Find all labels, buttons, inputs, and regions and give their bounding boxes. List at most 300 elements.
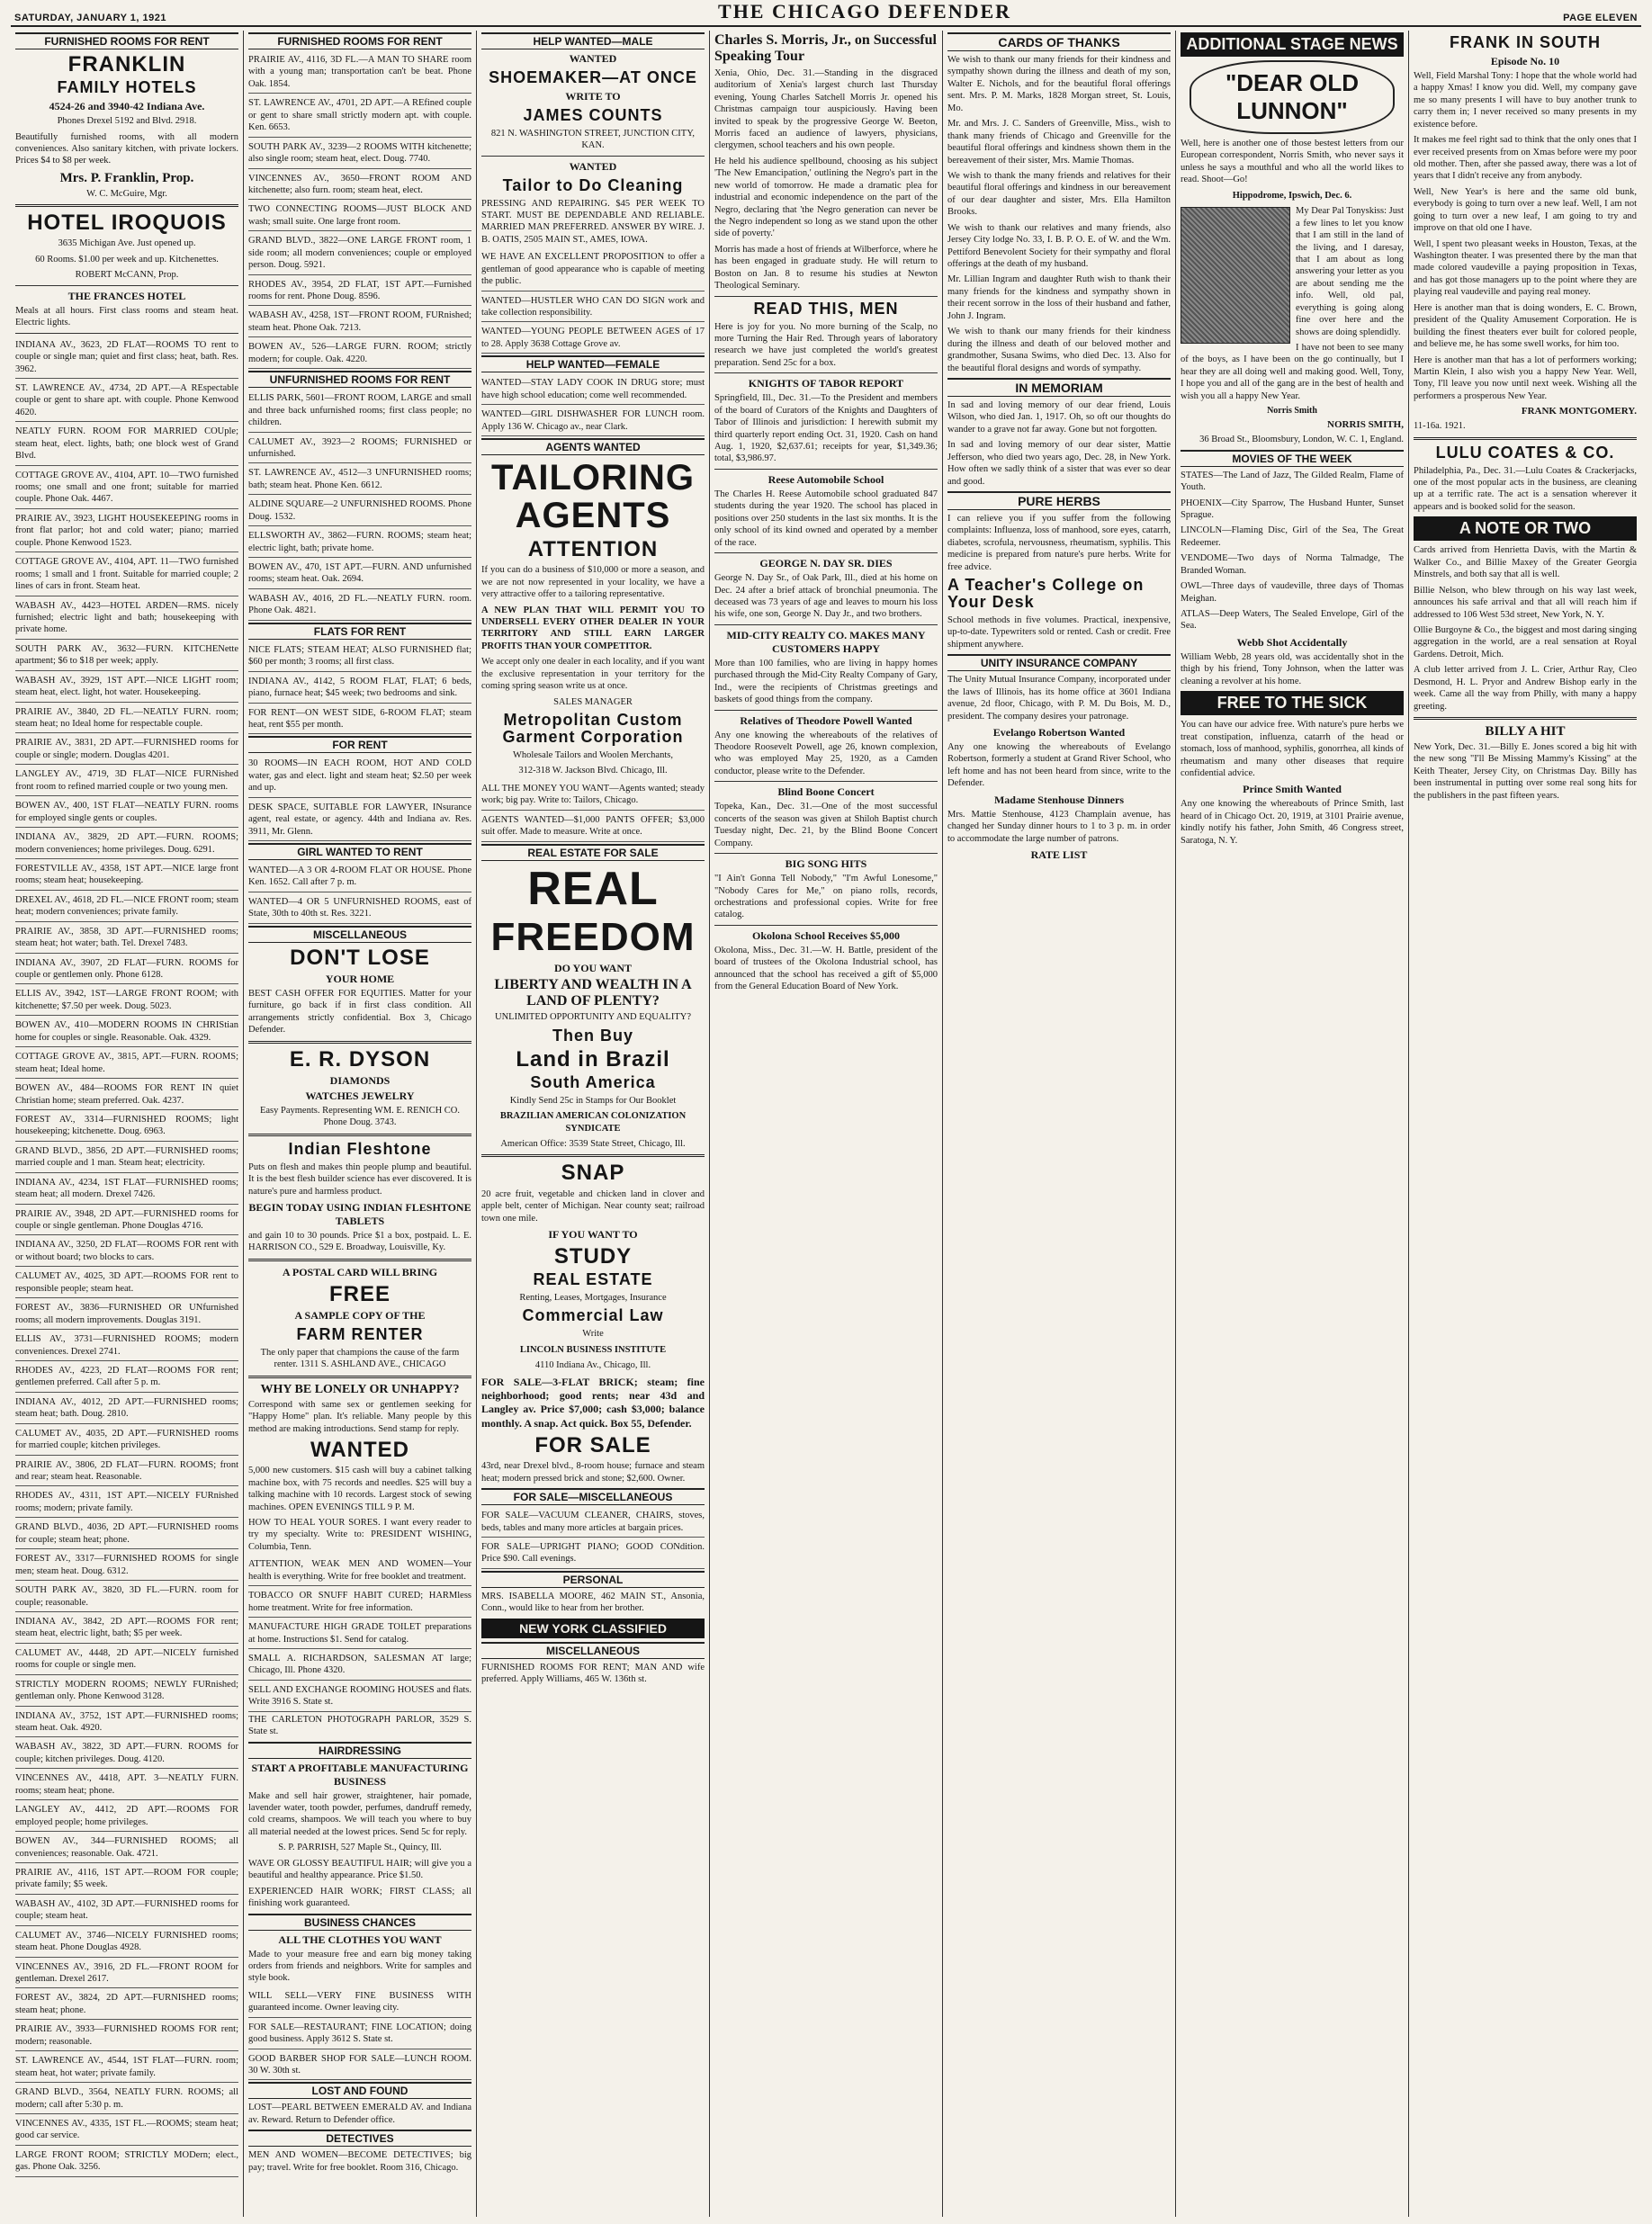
iroquois-rates: 60 Rooms. $1.00 per week and up. Kitchenettes.	[35, 254, 219, 265]
postal-card: A POSTAL CARD WILL BRING	[282, 1265, 438, 1278]
listing-item: BOWEN AV., 470, 1ST APT.—FURN. AND unfurnished rooms; steam heat. Oak. 2694.	[248, 560, 471, 589]
listing-item: GRAND BLVD., 3822—ONE LARGE FRONT room, 1 side room; all modern conveniences; couple or employed person. Doug. 5921.	[248, 233, 471, 274]
listing-item: PRAIRIE AV., 3948, 2D APT.—FURNISHED rooms for couple or single gentleman. Phone Douglas 4716.	[15, 1206, 238, 1236]
female-help-listings	[481, 375, 705, 436]
thanks-item: Mr. and Mrs. J. C. Sanders of Greenville, Miss., wish to thank many friends of Chicago and Greenville for the beautiful floral offerings and kindness shown them in the bereavement of their sister, Mrs. Mamie Thomas.	[947, 119, 1171, 166]
page-number: PAGE ELEVEN	[1563, 13, 1638, 23]
do-you-want: DO YOU WANT	[553, 962, 632, 975]
song-hits-story: "I Ain't Gonna Tell Nobody," "I'm Awful Lonesome," "Nobody Cares for Me," on piano rolls, records, orchestrations and professional copies. Write for free catalog.	[714, 874, 938, 920]
for-sale-description: 43rd, near Drexel blvd., 8-room house; furnace and steam heat; modern pressed brick and stone; $2,600. Owner.	[481, 1461, 705, 1484]
unlimited-opportunity: UNLIMITED OPPORTUNITY AND EQUALITY?	[495, 1012, 691, 1023]
franklin-description: Beautifully furnished rooms, with all modern conveniences. Also sanitary kitchen, with private lockers. Prices $4 to $8 per week.	[15, 131, 238, 166]
listing-item: FOR RENT—ON WEST SIDE, 6-ROOM FLAT; steam heat, rent $55 per month.	[248, 705, 471, 735]
listing-item: CALUMET AV., 3923—2 ROOMS; FURNISHED or unfurnished.	[248, 435, 471, 464]
listing-item: ST. LAWRENCE AV., 4701, 2D APT.—A REfined couple or gent to share small strictly modern apt. with couple. Ken. 6653.	[248, 95, 471, 137]
fleshtone-title: Indian Fleshtone	[288, 1139, 432, 1158]
start-business-description: Make and sell hair grower, straightener, hair pomade, lavender water, tooth powder, perfumes, dandruff remedy, cold creams, shampoos. We will teach you where to buy all material needed at the lowest prices. Send 5c for reply.	[248, 1790, 471, 1837]
dear-old-lunnon-title: "DEAR OLD LUNNON"	[1190, 60, 1395, 134]
franklin-subtitle: FAMILY HOTELS	[57, 78, 197, 97]
listing-item: TWO CONNECTING ROOMS—JUST BLOCK AND wash; small suite. One large front room.	[248, 202, 471, 231]
teachers-college-headline: A Teacher's College on Your Desk	[947, 576, 1145, 612]
three-flat-sale: FOR SALE—3-FLAT BRICK; steam; fine neighborhood; good rents; near 43d and Langley av. Price $7,000; cash $3,000; balance monthly. A snap. Act quick. Box 55, Defender.	[481, 1375, 705, 1430]
movies-listings	[1181, 470, 1404, 632]
listing-item: WANTED—YOUNG PEOPLE BETWEEN AGES of 17 to 28. Apply 3638 Cottage Grove av.	[481, 324, 705, 354]
if-you-want: IF YOU WANT TO	[548, 1227, 638, 1241]
write-to: WRITE TO	[565, 89, 621, 103]
listing-item: ELLIS AV., 3942, 1ST—LARGE FRONT ROOM; with kitchenette; $7.50 per week. Doug. 5023.	[15, 986, 238, 1016]
lonely-title: WHY BE LONELY OR UNHAPPY?	[260, 1382, 460, 1396]
movie-item: LINCOLN—Flaming Disc, Girl of the Sea, The Great Redeemer.	[1181, 525, 1404, 548]
detectives-ad: MEN AND WOMEN—BECOME DETECTIVES; big pay; travel. Write for free booklet. Room 316, Chicago.	[248, 2150, 471, 2173]
section-header: FLATS FOR RENT	[248, 623, 471, 640]
listing-item: WABASH AV., 4102, 3D APT.—FURNISHED rooms for couple; steam heat.	[15, 1897, 238, 1926]
wanted-title: WANTED	[310, 1438, 409, 1463]
snap-title: SNAP	[561, 1161, 625, 1186]
reese-story: The Charles H. Reese Automobile school graduated 847 students during the year 1920. The school has placed in positions over 250 students in the last six months. It is the only school of its kind owned and operated by a member of the race.	[714, 489, 938, 548]
column-6	[1176, 31, 1409, 2217]
listing-item: VINCENNES AV., 3650—FRONT ROOM AND kitchenette; also furn. room; steam heat, elect.	[248, 171, 471, 201]
listing-item: INDIANA AV., 3842, 2D APT.—ROOMS FOR rent; steam heat, electric light, bath; $5 per week.	[15, 1614, 238, 1644]
movies-header: MOVIES OF THE WEEK	[1181, 450, 1404, 467]
new-plan: A NEW PLAN THAT WILL PERMIT YOU TO UNDERSELL EVERY OTHER DEALER IN YOUR TERRITORY AND STILL EARN LARGER PROFITS THAN YOUR COMPETITOR.	[481, 605, 705, 651]
listing-item: INDIANA AV., 4012, 2D APT.—FURNISHED rooms; steam heat; bath. Doug. 2810.	[15, 1394, 238, 1424]
powell-headline: Relatives of Theodore Powell Wanted	[740, 713, 912, 727]
story-paragraph: Here is another man that is doing wonders, E. C. Brown, president of the Quality Amusement Corporation. He is building the finest theaters ever built for colored people, and believe me, he has some swell works, for him too.	[1414, 302, 1637, 350]
lonely-description: Correspond with same sex or gentlemen seeking for "Happy Home" plan. It's reliable. Many people by this method are making introductions. Send stamp for reply.	[248, 1399, 471, 1434]
prince-text: Any one knowing the whereabouts of Prince Smith, last heard of in Chicago Oct. 20, 1919, at 3101 Prairie avenue, kindly notify his father, John Smith, 46 Congress street, Saratoga, N. Y.	[1181, 799, 1404, 846]
stage-news-banner: ADDITIONAL STAGE NEWS	[1181, 32, 1404, 57]
listing-item: CALUMET AV., 3746—NICELY FURNISHED rooms; steam heat. Phone Douglas 4928.	[15, 1928, 238, 1958]
section-header: HELP WANTED—FEMALE	[481, 355, 705, 372]
signature-address: 36 Broad St., Bloomsbury, London, W. C. 1, England.	[1199, 435, 1404, 445]
column-3	[477, 31, 710, 2217]
story-paragraph: Morris has made a host of friends at Wilberforce, where he has been engaged in graduate study. He will return to Boston on Jan. 8 to resume his studies at Newton Theological Seminary.	[714, 244, 938, 291]
listing-item: SOUTH PARK AV., 3239—2 ROOMS WITH kitchenette; also single room; steam heat, elect. Doug. 7740.	[248, 139, 471, 169]
powell-story: Any one knowing the whereabouts of the relatives of Theodore Roosevelt Powell, age 26, known complexion, who was employed May 25, 1920, as a Camden conductor, please write to the Defender.	[714, 730, 938, 776]
brazil-syndicate: BRAZILIAN AMERICAN COLONIZATION SYNDICATE	[499, 1111, 687, 1134]
note-banner: A NOTE OR TWO	[1414, 516, 1637, 541]
listing-item: WABASH AV., 4016, 2D FL.—NEATLY FURN. room. Phone Oak. 4821.	[248, 591, 471, 621]
read-this-story: Here is joy for you. No more burning of the Scalp, no more Turning the Hair Red. Through years of laboratory research we have just completed the world's greatest preparation. Send 25c for a box.	[714, 321, 938, 368]
frank-dateline: 11-16a. 1921.	[1414, 421, 1466, 432]
listing-item: INDIANA AV., 3623, 2D FLAT—ROOMS TO rent to couple or single man; quiet and first class; heat, bath. Res. 3962.	[15, 337, 238, 379]
billy-story: New York, Dec. 31.—Billy E. Jones scored a big hit with the new song "I'll Be Missing Mammy's Kissing" at the Keith Theater, Jersey City, on Christmas Day. Billy has been instrumental in putting over some real song hits for the publishers in the past fifteen years.	[1414, 742, 1637, 801]
movie-item: VENDOME—Two days of Norma Talmadge, The Branded Woman.	[1181, 553, 1404, 576]
dyson-title: E. R. DYSON	[289, 1046, 431, 1072]
wanted-address: HOW TO HEAL YOUR SORES. I want every reader to try my specialty. Write to: PRESIDENT WISHING, Columbia, Tenn.	[248, 1518, 471, 1552]
portrait-caption: Norris Smith	[1267, 406, 1317, 417]
reese-headline: Reese Automobile School	[768, 472, 884, 486]
section-header: FOR RENT	[248, 736, 471, 753]
section-header: DETECTIVES	[248, 2130, 471, 2147]
thanks-item: We wish to thank our many friends for their kindness and sympathy shown during the illness and death of my son, Walter E. Nichols, and for the beautiful floral offerings sent. Mrs. P. M. Marks, 1828 Morgan street, St. Louis, Mo.	[947, 55, 1171, 113]
photo-parlor: THE CARLETON PHOTOGRAPH PARLOR, 3529 S. State st.	[248, 1714, 471, 1737]
midcity-story: More than 100 families, who are living in happy homes purchased through the Mid-City Realty Company of Gary, Ind., were the recipients of Christmas greetings and baskets of good things from the company.	[714, 658, 938, 705]
teachers-college-text: School methods in five volumes. Practical, inexpensive, up-to-date. Typewriters sold or rented. Cash or credit. Free shipment anywhere.	[947, 614, 1171, 650]
okolona-headline: Okolona School Receives $5,000	[752, 928, 900, 942]
morris-headline: Charles S. Morris, Jr., on Successful Speaking Tour	[714, 32, 937, 65]
listing-item: ALDINE SQUARE—2 UNFURNISHED ROOMS. Phone Doug. 1532.	[248, 497, 471, 526]
thanks-item: We wish to thank our many friends for their kindness during the illness and death of our beloved mother and grandmother, Susana Swims, who died Dec. 13. Also for the beautiful floral designs and words of sympathy.	[947, 327, 1171, 373]
blind-boone-story: Topeka, Kan., Dec. 31.—One of the most successful concerts of the season was given at Shiloh Baptist church Tuesday night, Dec. 21, by the Blind Boone Concert Company.	[714, 802, 938, 848]
dyson-description: Easy Payments. Representing WM. E. RENICH CO. Phone Doug. 3743.	[259, 1105, 461, 1128]
iroquois-title: HOTEL IROQUOIS	[27, 211, 227, 236]
memoriam-listings	[947, 399, 1171, 488]
cards-of-thanks-header: CARDS OF THANKS	[947, 32, 1171, 51]
note-listings	[1414, 544, 1637, 713]
evelango-text: Any one knowing the whereabouts of Evelango Robertson, formerly a student at Grand River School, who left home and has not been heard from since, write to the Defender.	[947, 742, 1171, 789]
wanted-description: 5,000 new customers. $15 cash will buy a cabinet talking machine box, with 75 records and needles. $25 will buy a talking machine with 10 records. Largest stock of sewing machines. OPEN EVENINGS TILL 9 P. M.	[248, 1466, 471, 1512]
section-header: BUSINESS CHANCES	[248, 1914, 471, 1931]
counts-address: 821 N. WASHINGTON STREET, JUNCTION CITY, KAN.	[490, 128, 696, 151]
thanks-item: We wish to thank our relatives and many friends, also Jersey City lodge No. 33, I. B. P. O. E. of W. and the Wm. Pettiford Benevolent Society for their sympathy and floral offerings at the death of my husband.	[947, 222, 1171, 269]
column-4	[710, 31, 943, 2217]
pure-herbs-text: I can relieve you if you suffer from the following complaints: Influenza, loss of manhood, sore eyes, catarrh, diabetes, scrofula, nervousness, rheumatism, syphilis. This medicine is prepared from nature's pure herbs. Write for free advice.	[947, 514, 1171, 572]
listing-item: AGENTS WANTED—$1,000 PANTS OFFER; $3,000 suit offer. Made to measure. Write at once.	[481, 812, 705, 842]
section-header: GIRL WANTED TO RENT	[248, 843, 471, 860]
listing-item: NEATLY FURN. ROOM FOR MARRIED COUple; steam heat, elect. lights, bath; one block west of Grand Blvd.	[15, 424, 238, 465]
listing-item: ST. LAWRENCE AV., 4544, 1ST FLAT—FURN. room; steam heat, hot water; private family.	[15, 2053, 238, 2083]
pure-herbs-header: PURE HERBS	[947, 491, 1171, 510]
ny-classified-banner: NEW YORK CLASSIFIED	[481, 1619, 705, 1638]
column-7	[1409, 31, 1641, 2217]
note-item: Ollie Burgoyne & Co., the biggest and most daring singing aggregation in the world, are a real sensation at Royal Gardens. Detroit, Mich.	[1414, 624, 1637, 659]
movie-item: PHOENIX—City Sparrow, The Husband Hunter, Sunset Sprague.	[1181, 498, 1404, 520]
listing-item: FOREST AV., 3314—FURNISHED ROOMS; light housekeeping; kitchenette. Doug. 6963.	[15, 1112, 238, 1142]
write-label: Write	[582, 1329, 604, 1340]
listing-item: WANTED—4 OR 5 UNFURNISHED ROOMS, east of State, 30th to 40th st. Res. 3221.	[248, 894, 471, 924]
listing-item: FOREST AV., 3824, 2D APT.—FURNISHED rooms; steam heat; phone.	[15, 1990, 238, 2020]
listing-item: PRAIRIE AV., 4116, 3D FL.—A MAN TO SHARE room with a young man; transportation can't be beat. Phone Oak. 1854.	[248, 52, 471, 94]
note-item: Cards arrived from Henrietta Davis, with the Martin & Walker Co., and Billie Maxey of the Greater Georgia Minstrels, and both say that all is well.	[1414, 545, 1637, 580]
section-header: LOST AND FOUND	[248, 2082, 471, 2099]
song-hits-headline: BIG SONG HITS	[785, 857, 867, 871]
metropolitan-address: 312-318 W. Jackson Blvd. Chicago, Ill.	[518, 766, 668, 776]
unfurnished-listings	[248, 390, 471, 621]
sales-manager: SALES MANAGER	[553, 696, 633, 707]
day-story: George N. Day Sr., of Oak Park, Ill., died at his home on Dec. 24 after a brief attack of bronchial pneumonia. The deceased was 73 years of age and leaves to mourn his loss his wife, one son, George N. Day Jr., and two brothers.	[714, 573, 938, 620]
fleshtone-begin: BEGIN TODAY USING INDIAN FLESHTONE TABLETS	[248, 1200, 471, 1227]
shot-headline: Webb Shot Accidentally	[1236, 635, 1348, 649]
tailor-title: Tailor to Do Cleaning	[502, 175, 684, 194]
listing-item: ELLIS PARK, 5601—FRONT ROOM, LARGE and small and three back unfurnished rooms; first class people; no children.	[248, 390, 471, 432]
listing-item: BOWEN AV., 410—MODERN ROOMS IN CHRIStian home for couples or single. Reasonable. Oak. 4329.	[15, 1018, 238, 1047]
frank-headline: FRANK IN SOUTH	[1450, 33, 1601, 51]
letter-intro: Well, here is another one of those bestest letters from our European correspondent, Norris Smith, who never says it unless he says a mouthful and who all the world likes to read. Shoot—Go!	[1181, 139, 1404, 185]
lulu-story: Philadelphia, Pa., Dec. 31.—Lulu Coates & Crackerjacks, one of the most popular acts in the business, are cleaning up at a terrific rate. The act is a sensation wherever it appears and is booked solid for the season.	[1414, 465, 1637, 512]
midcity-headline: MID-CITY REALTY CO. MAKES MANY CUSTOMERS HAPPY	[726, 628, 926, 655]
listing-item: CALUMET AV., 4025, 3D APT.—ROOMS FOR rent to responsible people; steam heat.	[15, 1269, 238, 1298]
episode-label: Episode No. 10	[1490, 54, 1560, 67]
letter-signature: NORRIS SMITH,	[1327, 419, 1404, 431]
listing-item: LANGLEY AV., 4719, 3D FLAT—NICE FURNished front room to refined married couple or two young men.	[15, 767, 238, 796]
column-5	[943, 31, 1176, 2217]
story-paragraph: Well, Field Marshal Tony: I hope that the whole world had a happy Xmas! I know you did. Well, my company gave me so many presents I will have to buy another trunk to carry them in; I never received so many presents in my existence before.	[1414, 70, 1637, 130]
listing-item: DESK SPACE, SUITABLE FOR LAWYER, INsurance agent, real estate, or agency. 44th and Indiana av. Res. 3911, Mr. Glenn.	[248, 800, 471, 841]
listing-item: PRAIRIE AV., 3933—FURNISHED ROOMS FOR rent; modern; reasonable.	[15, 2022, 238, 2051]
commercial-law: Commercial Law	[522, 1306, 664, 1325]
listing-item: INDIANA AV., 4142, 5 ROOM FLAT, FLAT; 6 beds, piano, furnace heat; $45 week; two bedrooms and sink.	[248, 674, 471, 704]
col1-listings	[15, 337, 238, 2177]
listing-item: COTTAGE GROVE AV., 4104, APT. 10—TWO furnished rooms; one small and one front; suitable for married couple. Phone Oak. 4467.	[15, 468, 238, 509]
listing-item: PRAIRIE AV., 3858, 3D APT.—FURNISHED rooms; steam heat; hot water; bath. Tel. Drexel 7483.	[15, 924, 238, 954]
section-header: FURNISHED ROOMS FOR RENT	[248, 32, 471, 49]
free-title: FREE	[328, 1281, 391, 1306]
listing-item: BOWEN AV., 526—LARGE FURN. ROOM; strictly modern; for couple. Oak. 4220.	[248, 339, 471, 369]
listing-item: FOREST AV., 3317—FURNISHED ROOMS for single men; steam heat. Doug. 6312.	[15, 1551, 238, 1581]
listing-item: CALUMET AV., 4035, 2D APT.—FURNISHED rooms for married couple; kitchen privileges.	[15, 1426, 238, 1456]
your-home: YOUR HOME	[325, 972, 395, 985]
listing-item: 30 ROOMS—IN EACH ROOM, HOT AND COLD water, gas and elect. light and steam heat; $2.50 per week and up.	[248, 756, 471, 797]
flats-listings	[248, 642, 471, 735]
listing-item: PRAIRIE AV., 3923, LIGHT HOUSEKEEPING rooms in front flat parlor; hot and cold water; piano; married couple. Phone Kenwood 1523.	[15, 511, 238, 552]
listing-item: LANGLEY AV., 4412, 2D APT.—ROOMS FOR employed people; home privileges.	[15, 1802, 238, 1832]
listing-item: BOWEN AV., 344—FURNISHED ROOMS; all conveniences; reasonable. Oak. 4721.	[15, 1834, 238, 1863]
section-header: PERSONAL	[481, 1571, 705, 1588]
masthead	[11, 0, 1641, 27]
start-business-address: S. P. PARRISH, 527 Maple St., Quincy, Ill.	[278, 1843, 442, 1853]
story-paragraph: It makes me feel right sad to think that the only ones that I ever received presents from on Xmas before were my poor old mother. Then, after she passed away, there was a lot of years that I didn't receive any from anybody.	[1414, 135, 1637, 182]
listing-item: WABASH AV., 3929, 1ST APT.—NICE LIGHT room; steam heat, elect. light, hot water. Housekeeping.	[15, 673, 238, 703]
listing-item: INDIANA AV., 3250, 2D FLAT—ROOMS FOR rent with or without board; two blocks to cars.	[15, 1237, 238, 1267]
movie-item: ATLAS—Deep Waters, The Sealed Envelope, Girl of the Sea.	[1181, 609, 1404, 632]
renting-subjects: Renting, Leases, Mortgages, Insurance	[519, 1293, 667, 1304]
listing-item: RHODES AV., 4223, 2D FLAT—ROOMS FOR rent; gentlemen preferred. Call after 5 p. m.	[15, 1363, 238, 1393]
listing-item: ATTENTION, WEAK MEN AND WOMEN—Your health is everything. Write for free booklet and treatment.	[248, 1556, 471, 1586]
start-business-title: START A PROFITABLE MANUFACTURING BUSINESS	[251, 1761, 469, 1788]
snap-description: 20 acre fruit, vegetable and chicken land in clover and apple belt, center of Michigan. Near county seat; railroad town one mile.	[481, 1188, 705, 1224]
franklin-phone: Phones Drexel 5192 and Blvd. 2918.	[57, 116, 197, 127]
listing-item: TOBACCO OR SNUFF HABIT CURED; HARMless home treatment. Write for free information.	[248, 1588, 471, 1618]
listing-item: STRICTLY MODERN ROOMS; NEWLY FURnished; gentleman only. Phone Kenwood 3128.	[15, 1677, 238, 1707]
lost-ad: LOST—PEARL BETWEEN EMERALD AV. and Indiana av. Reward. Return to Defender office.	[248, 2103, 471, 2125]
madame-text: Mrs. Mattie Stenhouse, 4123 Champlain avenue, has changed her Sunday dinner hours to 1 to 3 p. m. in order to accommodate the large number of patrons.	[947, 809, 1171, 844]
section-header: FOR SALE—MISCELLANEOUS	[481, 1488, 705, 1505]
story-paragraph: Well, I spent two pleasant weeks in Houston, Texas, at the Washington theater. I was presented there by the man that made colored vaudeville a paying proposition in Texas, and has got those managers up to the point where they are playing real vaudeville and paying real money.	[1414, 238, 1637, 298]
listing-item: SELL AND EXCHANGE ROOMING HOUSES and flats. Write 3916 S. State st.	[248, 1682, 471, 1712]
issue-date: SATURDAY, JANUARY 1, 1921	[14, 13, 167, 23]
fleshtone-address: and gain 10 to 30 pounds. Price $1 a box, postpaid. L. E. HARRISON CO., 529 E. Broadway, Louisville, Ky.	[248, 1230, 471, 1253]
listing-item: GRAND BLVD., 3564, NEATLY FURN. ROOMS; all modern; call after 5:30 p. m.	[15, 2085, 238, 2114]
clothes-title: ALL THE CLOTHES YOU WANT	[278, 1933, 442, 1946]
lincoln-institute: LINCOLN BUSINESS INSTITUTE	[519, 1344, 667, 1355]
listing-item: WABASH AV., 4258, 1ST—FRONT ROOM, FURnished; steam heat. Phone Oak. 7213.	[248, 308, 471, 337]
story-paragraph: Xenia, Ohio, Dec. 31.—Standing in the disgraced auditorium of Xenia's largest church last Thursday evening, Young Charles Satchell Morris Jr. opened his Christmas campaign tour auspiciously. Having been invited to speak by the progressive George W. Beeton, Morris faced an audience of lawyers, physicians, clergymen, school teachers and his own people.	[714, 67, 938, 151]
listing-item: BOWEN AV., 484—ROOMS FOR RENT IN quiet Christian home; steam preferred. Oak. 4237.	[15, 1081, 238, 1110]
listing-item: WANTED—A 3 OR 4-ROOM FLAT OR HOUSE. Phone Ken. 1652. Call after 7 p. m.	[248, 863, 471, 892]
listing-item: WILL SELL—VERY FINE BUSINESS WITH guaranteed income. Owner leaving city.	[248, 1988, 471, 2018]
listing-item: DREXEL AV., 4618, 2D FL.—NICE FRONT room; steam heat; modern conveniences; private family.	[15, 892, 238, 922]
listing-item: COTTAGE GROVE AV., 4104, APT. 11—TWO furnished rooms; 1 small and 1 front. Suitable for married couple; 2 lines of cars in front. Steam heat.	[15, 554, 238, 596]
norris-smith-portrait	[1181, 207, 1290, 344]
listing-item: ALL THE MONEY YOU WANT—Agents wanted; steady work; big pay. Write to: Tailors, Chicago.	[481, 781, 705, 811]
franklin-address: 4524-26 and 3940-42 Indiana Ave.	[49, 100, 205, 113]
listing-item: WABASH AV., 4423—HOTEL ARDEN—RMS. nicely furnished; electric light and bath; housekeeping with private home.	[15, 598, 238, 640]
note-item: A club letter arrived from J. L. Crier, Arthur Ray, Cleo Desmond, H. L. Pryor and Andrew Bishop early in the week. Came all the way from Philly, with many a happy greeting.	[1414, 665, 1637, 712]
listing-item: PRAIRIE AV., 3806, 2D FLAT—FURN. ROOMS; front and rear; steam heat. Reasonable.	[15, 1457, 238, 1487]
listing-item: PRAIRIE AV., 3831, 2D APT.—FURNISHED rooms for couple or single; modern. Douglas 4201.	[15, 735, 238, 765]
wanted-label: WANTED	[569, 159, 617, 173]
listing-item: VINCENNES AV., 4418, APT. 3—NEATLY FURN. rooms; steam heat; phone.	[15, 1771, 238, 1800]
clothes-description: Made to your measure free and earn big money taking orders from friends and neighbors. Write for samples and style book.	[248, 1949, 471, 1984]
tabor-story: Springfield, Ill., Dec. 31.—To the President and members of the board of Curators of the Knights and Daughters of Tabor of Illinois and jurisdiction: I herewith submit my third quarterly report ending Oct. 31, 1920. Cash on hand Aug. 1, 1920, $2,637.61; receipts for year, $1,349.36; total, $3,986.97.	[714, 393, 938, 464]
listing-item: VINCENNES AV., 4335, 1ST FL.—ROOMS; steam heat; good car service.	[15, 2116, 238, 2146]
listing-item: RHODES AV., 3954, 2D FLAT, 1ST APT.—Furnished rooms for rent. Phone Doug. 8596.	[248, 277, 471, 307]
section-header: UNFURNISHED ROOMS FOR RENT	[248, 371, 471, 388]
for-sale-title: FOR SALE	[534, 1433, 651, 1458]
section-header: MISCELLANEOUS	[481, 1642, 705, 1659]
listing-item: CALUMET AV., 4448, 2D APT.—NICELY furnished rooms for couple or single men.	[15, 1646, 238, 1675]
listing-item: COTTAGE GROVE AV., 3815, APT.—FURN. ROOMS; steam heat; Ideal home.	[15, 1049, 238, 1079]
wanted-label: WANTED	[569, 52, 617, 65]
frank-byline: FRANK MONTGOMERY.	[1521, 406, 1637, 417]
rate-list: RATE LIST	[1030, 848, 1088, 862]
frances-description: Meals at all hours. First class rooms and steam heat. Electric lights.	[15, 305, 238, 328]
attention-title: ATTENTION	[527, 537, 659, 562]
shot-story: William Webb, 28 years old, was accidentally shot in the thigh by his friend, Tony Johnson, when the latter was cleaning a revolver at his home.	[1181, 651, 1404, 686]
listing-item: GOOD BARBER SHOP FOR SALE—LUNCH ROOM. 30 W. 30th st.	[248, 2051, 471, 2081]
column-2	[244, 31, 477, 2217]
listing-item: SOUTH PARK AV., 3632—FURN. KITCHENette apartment; $6 to $18 per week; apply.	[15, 641, 238, 671]
listing-item: MANUFACTURE HIGH GRADE TOILET preparations at home. Instructions $1. Send for catalog.	[248, 1619, 471, 1649]
frances-title: THE FRANCES HOTEL	[67, 289, 186, 302]
dont-lose-description: BEST CASH OFFER FOR EQUITIES. Matter for your furniture, go back if in first class condition. All arrangements strictly confidential. Box 3, Chicago Defender.	[248, 988, 471, 1036]
story-paragraph: He held his audience spellbound, choosing as his subject 'The New Emancipation,' outlining the Negro's part in the new world of tomorrow. He made a dramatic plea for industrial and economic independence on the part of the Negro, declaring that 'the Negro generation can never be the Negro independent so long as we stand upon the other side of poverty.'	[714, 156, 938, 239]
plan-description: We accept only one dealer in each locality, and if you want the exclusive representation in your territory for the coming spring season write us at once.	[481, 657, 705, 692]
listing-item: FORESTVILLE AV., 4358, 1ST APT.—NICE large front rooms; steam heat; housekeeping.	[15, 861, 238, 891]
billy-headline: BILLY A HIT	[1485, 724, 1566, 740]
liberty-title: LIBERTY AND WEALTH IN A LAND OF PLENTY?	[494, 977, 692, 1009]
day-headline: GEORGE N. DAY SR. DIES	[759, 557, 893, 570]
farm-description: The only paper that champions the cause of the farm renter. 1311 S. ASHLAND AVE., CHICAGO	[260, 1347, 460, 1370]
listing-item: ELLSWORTH AV., 3862—FURN. ROOMS; steam heat; electric light, bath; private home.	[248, 528, 471, 558]
fleshtone-description: Puts on flesh and makes thin people plump and beautiful. It is the best flesh builder science has ever discovered. It is nature's pure and harmless product.	[248, 1161, 471, 1197]
ny-misc-ad: FURNISHED ROOMS FOR RENT; MAN AND wife preferred. Apply Williams, 465 W. 136th st.	[481, 1662, 705, 1685]
male-help-listings	[481, 249, 705, 354]
listing-item: FOR SALE—RESTAURANT; FINE LOCATION; doing good business. Apply 3612 S. State st.	[248, 2020, 471, 2049]
okolona-story: Okolona, Miss., Dec. 31.—W. H. Battle, president of the board of trustees of the Okolona Industrial school, has announced that the school has received a gift of $5,000 from the General Education Board of New York.	[714, 945, 938, 992]
business-listings	[248, 1988, 471, 2081]
listing-item: BOWEN AV., 400, 1ST FLAT—NEATLY FURN. rooms for employed single gents or couples.	[15, 798, 238, 828]
listing-item: WABASH AV., 3822, 3D APT.—FURN. ROOMS for couple; kitchen privileges. Doug. 4120.	[15, 1739, 238, 1769]
study-title: STUDY	[553, 1243, 633, 1269]
listing-item: WANTED—HUSTLER WHO CAN DO SIGN work and take collection responsibility.	[481, 293, 705, 323]
madame-headline: Madame Stenhouse Dinners	[993, 793, 1124, 806]
listing-item: FOREST AV., 3836—FURNISHED OR UNfurnished rooms; all modern improvements. Douglas 3191.	[15, 1300, 238, 1330]
furnished-listings	[248, 52, 471, 369]
listing-item: VINCENNES AV., 3916, 2D FL.—FRONT ROOM for gentleman. Drexel 2617.	[15, 1959, 238, 1989]
section-header: MISCELLANEOUS	[248, 926, 471, 943]
listing-item: RHODES AV., 4311, 1ST APT.—NICELY FURnished rooms; modern; private family.	[15, 1488, 238, 1518]
farm-renter-title: FARM RENTER	[296, 1325, 424, 1344]
tailoring-agents-title: TAILORING AGENTS	[490, 458, 695, 536]
letter-paragraph: I have not been to see many of the boys, as I have been on the go continually, but I hear they are all doing well and making good. Well, Tony, I hope you and all of the gang are in the best of health and wish you all a happy New Year.	[1181, 343, 1404, 401]
dont-lose-title: DON'T LOSE	[290, 945, 430, 970]
listing-item: WANTED—STAY LADY COOK IN DRUG store; must have high school education; come well recommended.	[481, 375, 705, 405]
agent-listings	[481, 781, 705, 842]
morris-story	[714, 67, 938, 292]
columns	[11, 31, 1641, 2217]
farm-subtitle: A SAMPLE COPY OF THE	[294, 1309, 426, 1323]
personal-ad: MRS. ISABELLA MOORE, 462 MAIN ST., Ansonia, Conn., would like to hear from her brother.	[481, 1591, 705, 1614]
wanted-to-rent-listings	[248, 863, 471, 924]
land-in-brazil: Land in Brazil	[516, 1046, 670, 1072]
metropolitan-subtitle: Wholesale Tailors and Woolen Merchants,	[513, 749, 673, 760]
prince-headline: Prince Smith Wanted	[1243, 783, 1342, 796]
letter-dateline: Hippodrome, Ipswich, Dec. 6.	[1232, 190, 1352, 201]
dyson-watches: WATCHES JEWELRY	[305, 1089, 415, 1102]
evelango-headline: Evelango Robertson Wanted	[992, 726, 1126, 740]
shoemaker-title: SHOEMAKER—AT ONCE	[489, 68, 697, 86]
listing-item: INDIANA AV., 3829, 2D APT.—FURN. ROOMS; modern conveniences; home privileges. Doug. 6291.	[15, 830, 238, 859]
movie-item: OWL—Three days of vaudeville, three days of Thomas Meighan.	[1181, 581, 1404, 604]
section-header: HELP WANTED—MALE	[481, 32, 705, 49]
unity-header: UNITY INSURANCE COMPANY	[947, 654, 1171, 671]
franklin-manager: W. C. McGuire, Mgr.	[86, 188, 167, 199]
section-header: HAIRDRESSING	[248, 1742, 471, 1759]
dyson-diamonds: DIAMONDS	[329, 1073, 391, 1087]
section-header: AGENTS WANTED	[481, 438, 705, 455]
misc-sale-listings	[481, 1508, 705, 1569]
freedom-title: FREEDOM	[490, 915, 696, 960]
misc-listings	[248, 1556, 471, 1711]
listing-item: WE HAVE AN EXCELLENT PROPOSITION to offer a gentleman of good appearance who is capable of meeting the public.	[481, 249, 705, 291]
note-item: Billie Nelson, who blew through on his way last week, announces his safe arrival and that all will reach him if addressed to 106 West 53d street, New York, N. Y.	[1414, 585, 1637, 620]
column-1	[11, 31, 244, 2217]
frank-story	[1414, 70, 1637, 402]
lincoln-address: 4110 Indiana Av., Chicago, Ill.	[534, 1360, 651, 1371]
james-counts: JAMES COUNTS	[523, 105, 663, 124]
waves-ad: WAVE OR GLOSSY BEAUTIFUL HAIR; will give you a beautiful and healthy appearance. Price $1.50.	[248, 1858, 471, 1881]
listing-item: GRAND BLVD., 4036, 2D APT.—FURNISHED rooms for couple; steam heat; phone.	[15, 1520, 238, 1549]
listing-item: GRAND BLVD., 3856, 2D APT.—FURNISHED rooms; married couple and 1 man. Steam heat; electricity.	[15, 1143, 238, 1173]
attention-description: If you can do a business of $10,000 or more a season, and we are not now represented in your locality, we have a very attractive offer to a tailoring representative.	[481, 565, 705, 600]
listing-item: INDIANA AV., 3907, 2D FLAT—FURN. ROOMS for couple or gentlemen only. Phone 6128.	[15, 955, 238, 985]
in-memoriam-header: IN MEMORIAM	[947, 378, 1171, 397]
thanks-listings	[947, 54, 1171, 374]
real-title: REAL	[527, 862, 659, 915]
blind-boone-headline: Blind Boone Concert	[777, 785, 875, 799]
thanks-item: Mr. Lillian Ingram and daughter Ruth wish to thank their many friends for the kindness and sympathy shown in their recent sorrow in the loss of their husband and father, John J. Ingram.	[947, 274, 1171, 321]
listing-item: ST. LAWRENCE AV., 4734, 2D APT.—A REspectable couple or gent to share apt. with couple. Phone Kenwood 4620.	[15, 381, 238, 422]
iroquois-proprietor: ROBERT McCANN, Prop.	[75, 270, 179, 281]
free-sick-banner: FREE TO THE SICK	[1181, 691, 1404, 715]
listing-item: SMALL A. RICHARDSON, SALESMAN AT large; Chicago, Ill. Phone 4320.	[248, 1651, 471, 1681]
section-header: FURNISHED ROOMS FOR RENT	[15, 32, 238, 49]
real-estate-title: REAL ESTATE	[533, 1270, 653, 1289]
iroquois-address: 3635 Michigan Ave. Just opened up.	[58, 238, 196, 249]
newspaper-title: THE CHICAGO DEFENDER	[718, 0, 1012, 22]
booklet-offer: Kindly Send 25c in Stamps for Our Booklet	[509, 1095, 677, 1106]
listing-item: NICE FLATS; STEAM HEAT; ALSO FURNISHED flat; $60 per month; 3 rooms; all first class.	[248, 642, 471, 672]
memoriam-item: In sad and loving memory of our dear friend, Louis Wilson, who died Jan. 1, 1917. Oh, so oft our thoughts do wander to a grave not far away. Gone but not forgotten.	[947, 399, 1171, 435]
free-sick-text: You can have our advice free. With nature's pure herbs we treat constipation, influenza, catarrh of the head or stomach, loss of manhood, syphilis, gonorrhea, all kinds of rheumatism and many other diseases that require confidential advice.	[1181, 720, 1404, 778]
listing-item: ELLIS AV., 3731—FURNISHED ROOMS; modern conveniences. Drexel 2741.	[15, 1332, 238, 1361]
story-paragraph: Here is another man that has a lot of performers working; Martin Klein, I also wish you a happy New Year. Well, Tony, I'll leave you now until next week. Wishing all the performers a prosperous New Year.	[1414, 354, 1637, 401]
letter-paragraph: My Dear Pal Tonyskiss: Just a few lines to let you know that I am still in the land of the living, and I daresay, that I am about as long answering your letter as you are about sending me the info. Well, old pal, everything is going along fine over here and the shows are doing splendidly.	[1296, 206, 1404, 337]
listing-item: LARGE FRONT ROOM; STRICTLY MODern; elect., gas. Phone Oak. 3256.	[15, 2148, 238, 2177]
listing-item: FOR SALE—VACUUM CLEANER, CHAIRS, stoves, beds, tables and many more articles at bargain prices.	[481, 1508, 705, 1538]
movie-item: STATES—The Land of Jazz, The Gilded Realm, Flame of Youth.	[1181, 470, 1404, 493]
listing-item: ST. LAWRENCE AV., 4512—3 UNFURNISHED rooms; bath; steam heat. Phone Ken. 6612.	[248, 465, 471, 495]
tabor-headline: KNIGHTS OF TABOR REPORT	[748, 377, 904, 390]
story-paragraph: Well, New Year's is here and the same old bunk, everybody is going to turn over a new leaf. Well, I am not going to turn over a new leaf, I am going to try and improve on that old one I have.	[1414, 186, 1637, 234]
section-header: REAL ESTATE FOR SALE	[481, 844, 705, 861]
listing-item: PRAIRIE AV., 4116, 1ST APT.—ROOM FOR couple; private family; $5 week.	[15, 1865, 238, 1895]
listing-item: SOUTH PARK AV., 3820, 3D FL.—FURN. room for couple; reasonable.	[15, 1583, 238, 1612]
unity-text: The Unity Mutual Insurance Company, incorporated under the laws of Illinois, has its home office at 3601 Indiana avenue, 2d floor, Chicago, with P. M. Du Bois, M. D., president. The company desires your patronage.	[947, 675, 1171, 722]
lulu-headline: LULU COATES & CO.	[1435, 443, 1615, 462]
